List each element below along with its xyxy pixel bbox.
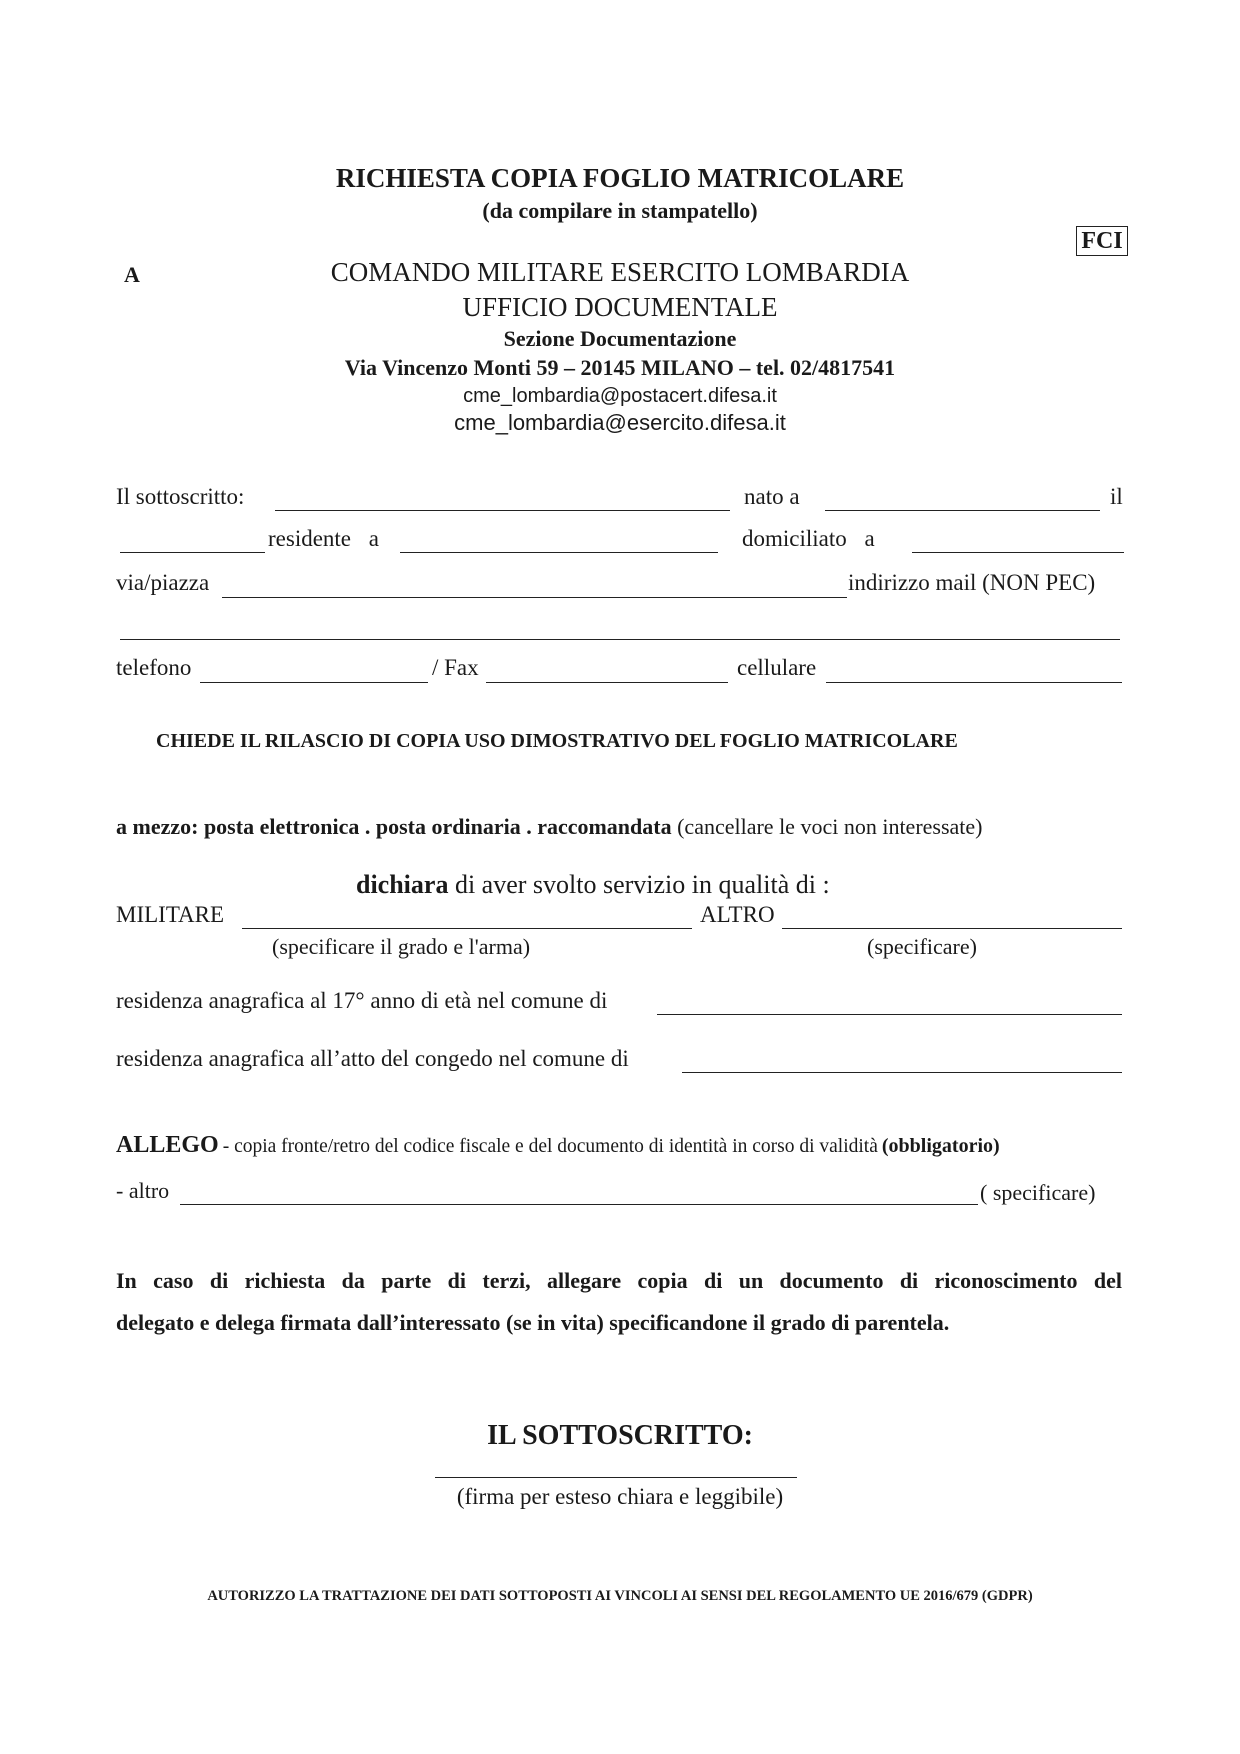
gdpr-consent: AUTORIZZO LA TRATTAZIONE DEI DATI SOTTOPOSTI AI VINCOLI AI SENSI DEL REGOLAMENTO UE 2016/679 (GDPR) [207,1588,1033,1604]
sottoscritto-field[interactable] [275,510,730,511]
signature-title: IL SOTTOSCRITTO: [487,1420,753,1451]
terzi-note-line2: delegato e delega firmata dall’interessato (se in vita) specificandone il grado di parentela. [116,1310,950,1335]
residenza-congedo-label: residenza anagrafica all’atto del congedo nel comune di [116,1046,629,1071]
form-code-box: FCI [1076,226,1128,256]
allego-row [116,1132,1000,1159]
via-piazza-field[interactable] [222,597,847,598]
recipient-email: cme_lombardia@esercito.difesa.it [454,410,786,435]
militare-field[interactable] [242,928,692,929]
delivery-methods[interactable]: a mezzo: posta elettronica . posta ordinaria . raccomandata [116,814,672,839]
via-piazza-label: via/piazza [116,570,210,595]
nato-a-label: nato a [744,484,800,509]
residenza-17-label: residenza anagrafica al 17° anno di età nel comune di [116,988,608,1013]
allego-obbligatorio: (obbligatorio) [881,1135,1000,1157]
allego-word: ALLEGO [116,1132,219,1158]
declaration-row [356,870,830,900]
residente-a-field[interactable] [400,552,718,553]
delivery-note: (cancellare le voci non interessate) [677,814,983,839]
request-statement: CHIEDE IL RILASCIO DI COPIA USO DIMOSTRATIVO DEL FOGLIO MATRICOLARE [156,730,958,752]
recipient-command: COMANDO MILITARE ESERCITO LOMBARDIA [330,257,910,287]
altro-role-label: ALTRO [700,902,775,927]
recipient-section: Sezione Documentazione [503,326,737,351]
domiciliato-a-field[interactable] [912,552,1124,553]
terzi-note-line1: In caso di richiesta da parte di terzi, allegare copia di un documento di riconoscimento del [116,1268,1122,1293]
document-subtitle: (da compilare in stampatello) [482,198,758,223]
date-of-birth-field[interactable] [120,552,265,553]
dichiara-word: dichiara [356,870,449,899]
recipient-address: Via Vincenzo Monti 59 – 20145 MILANO – tel. 02/4817541 [344,355,896,380]
signature-field[interactable] [435,1477,797,1478]
recipient-email-pec: cme_lombardia@postacert.difesa.it [463,385,777,407]
sottoscritto-label: Il sottoscritto: [116,484,245,509]
domiciliato-a-label: domiciliato a [742,526,875,551]
fax-field[interactable] [486,682,728,683]
il-label: il [1110,484,1123,509]
telefono-field[interactable] [200,682,428,683]
altro-attachment-label: - altro [116,1178,170,1203]
email-field[interactable] [120,639,1120,640]
signature-hint: (firma per esteso chiara e leggibile) [456,1484,784,1509]
altro-attachment-field[interactable] [180,1204,978,1205]
residenza-congedo-field[interactable] [682,1072,1122,1073]
telefono-label: telefono [116,655,192,680]
nato-a-field[interactable] [825,510,1100,511]
residente-a-label: residente a [268,526,379,551]
cellulare-label: cellulare [737,655,817,680]
militare-hint: (specificare il grado e l'arma) [272,934,531,959]
document-title: RICHIESTA COPIA FOGLIO MATRICOLARE [335,163,905,193]
fax-label: / Fax [432,655,479,680]
militare-label: MILITARE [116,902,225,927]
cellulare-field[interactable] [826,682,1122,683]
recipient-office: UFFICIO DOCUMENTALE [462,292,778,322]
recipient-prefix: A [124,262,140,287]
altro-role-hint: (specificare) [867,934,977,959]
altro-role-field[interactable] [782,928,1122,929]
altro-attachment-hint: ( specificare) [980,1180,1096,1205]
allego-text: - copia fronte/retro del codice fiscale e del documento di identità in corso di validità [222,1136,878,1157]
dichiara-text: di aver svolto servizio in qualità di : [454,870,830,899]
indirizzo-mail-label: indirizzo mail (NON PEC) [848,570,1096,595]
residenza-17-field[interactable] [657,1014,1122,1015]
delivery-method-row [116,814,983,840]
